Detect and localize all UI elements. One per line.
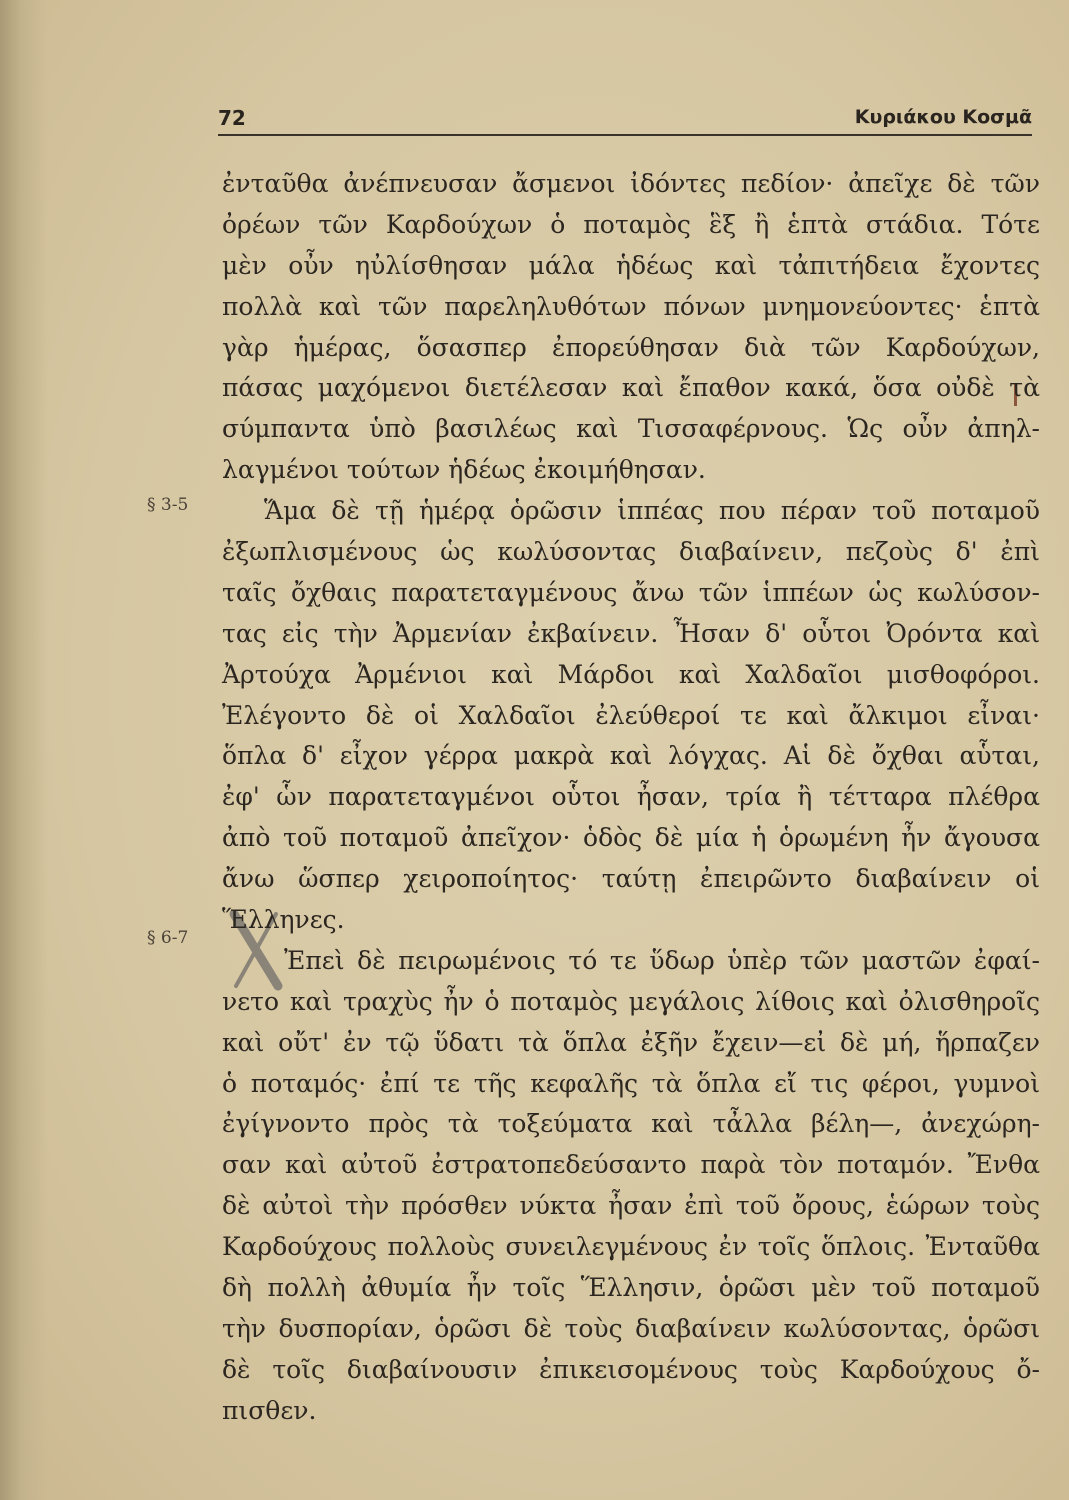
page-number: 72 (218, 106, 246, 130)
margin-section-ref: § 3-5 (147, 495, 189, 515)
text-line: τας εἰς τὴν Ἀρμενίαν ἐκβαίνειν. Ἦσαν δ' οὗτοι Ὀρόντα καὶ (222, 618, 1040, 648)
text-line: νετο καὶ τραχὺς ἦν ὁ ποταμὸς μεγάλοις λίθοις καὶ ὀλισθηροῖς (222, 986, 1040, 1016)
text-line: ὁ ποταμός· ἐπί τε τῆς κεφαλῆς τὰ ὅπλα εἴ τις φέροι, γυμνοὶ (222, 1068, 1040, 1098)
text-line: ἄνω ὥσπερ χειροποίητος· ταύτῃ ἐπειρῶντο διαβαίνειν οἱ (222, 864, 1040, 894)
text-line: γὰρ ἡμέρας, ὅσασπερ ἐπορεύθησαν διὰ τῶν Καρδούχων, (222, 332, 1040, 362)
text-line: Ἅμα δὲ τῇ ἡμέρᾳ ὁρῶσιν ἱππέας που πέραν τοῦ ποταμοῦ (264, 496, 1040, 526)
text-line: πισθεν. (222, 1395, 317, 1425)
text-line: Ἐπεὶ δὲ πειρωμένοις τό τε ὕδωρ ὑπὲρ τῶν μαστῶν ἐφαί- (284, 945, 1040, 975)
text-line: μὲν οὖν ηὐλίσθησαν μάλα ἡδέως καὶ τἀπιτήδεια ἔχοντες (222, 250, 1040, 280)
binding-shadow (0, 0, 48, 1500)
text-line: ὀρέων τῶν Καρδούχων ὁ ποταμὸς ἓξ ἢ ἑπτὰ στάδια. Τότε (222, 209, 1040, 239)
text-line: καὶ οὔτ' ἐν τῷ ὕδατι τὰ ὅπλα ἐξῆν ἔχειν—εἰ δὲ μή, ἥρπαζεν (222, 1027, 1040, 1057)
text-line: δὴ πολλὴ ἀθυμία ἦν τοῖς Ἕλλησιν, ὁρῶσι μὲν τοῦ ποταμοῦ (222, 1273, 1040, 1303)
text-line: ὅπλα δ' εἶχον γέρρα μακρὰ καὶ λόγχας. Αἱ δὲ ὄχθαι αὗται, (222, 741, 1040, 771)
text-line: Ἀρτούχα Ἀρμένιοι καὶ Μάρδοι καὶ Χαλδαῖοι μισθοφόροι. (222, 659, 1040, 689)
running-head: Κυριάκου Κοσμᾶ (854, 106, 1032, 128)
text-line: πάσας μαχόμενοι διετέλεσαν καὶ ἔπαθον κακά, ὅσα οὐδὲ τὰ (222, 373, 1040, 403)
text-line: σαν καὶ αὐτοῦ ἐστρατοπεδεύσαντο παρὰ τὸν ποταμόν. Ἔνθα (222, 1150, 1040, 1180)
text-line: δὲ αὐτοὶ τὴν πρόσθεν νύκτα ἦσαν ἐπὶ τοῦ ὄρους, ἑώρων τοὺς (222, 1191, 1040, 1221)
page-header (218, 100, 1032, 136)
text-line: λαγμένοι τούτων ἡδέως ἐκοιμήθησαν. (222, 455, 706, 485)
text-line: ταῖς ὄχθαις παρατεταγμένους ἄνω τῶν ἱππέων ὡς κωλύσον- (222, 577, 1040, 607)
text-line: τὴν δυσπορίαν, ὁρῶσι δὲ τοὺς διαβαίνειν κωλύσοντας, ὁρῶσι (222, 1313, 1040, 1343)
text-line: ἐξωπλισμένους ὡς κωλύσοντας διαβαίνειν, πεζοὺς δ' ἐπὶ (222, 537, 1040, 567)
text-line: πολλὰ καὶ τῶν παρεληλυθότων πόνων μνημονεύοντες· ἑπτὰ (222, 291, 1040, 321)
margin-section-ref: § 6-7 (147, 928, 189, 948)
text-line: σύμπαντα ὑπὸ βασιλέως καὶ Τισσαφέρνους. Ὡς οὖν ἀπηλ- (222, 414, 1040, 444)
text-line: Ἕλληνες. (222, 905, 345, 935)
text-line: δὲ τοῖς διαβαίνουσιν ἐπικεισομένους τοὺς Καρδούχους ὄ- (222, 1354, 1040, 1384)
text-line: ἐγίγνοντο πρὸς τὰ τοξεύματα καὶ τἆλλα βέλη—, ἀνεχώρη- (222, 1109, 1040, 1139)
text-line: Ἐλέγοντο δὲ οἱ Χαλδαῖοι ἐλεύθεροί τε καὶ ἄλκιμοι εἶναι· (222, 700, 1040, 730)
text-line: ἐφ' ὧν παρατεταγμένοι οὗτοι ἦσαν, τρία ἢ τέτταρα πλέθρα (222, 782, 1040, 812)
text-line: ἀπὸ τοῦ ποταμοῦ ἀπεῖχον· ὁδὸς δὲ μία ἡ ὁρωμένη ἦν ἄγουσα (222, 823, 1040, 853)
text-line: Καρδούχους πολλοὺς συνειλεγμένους ἐν τοῖς ὅπλοις. Ἐνταῦθα (222, 1232, 1040, 1262)
text-line: ἐνταῦθα ἀνέπνευσαν ἄσμενοι ἰδόντες πεδίον· ἀπεῖχε δὲ τῶν (222, 169, 1040, 198)
body-text (222, 164, 1040, 1432)
header-rule (218, 134, 1032, 136)
